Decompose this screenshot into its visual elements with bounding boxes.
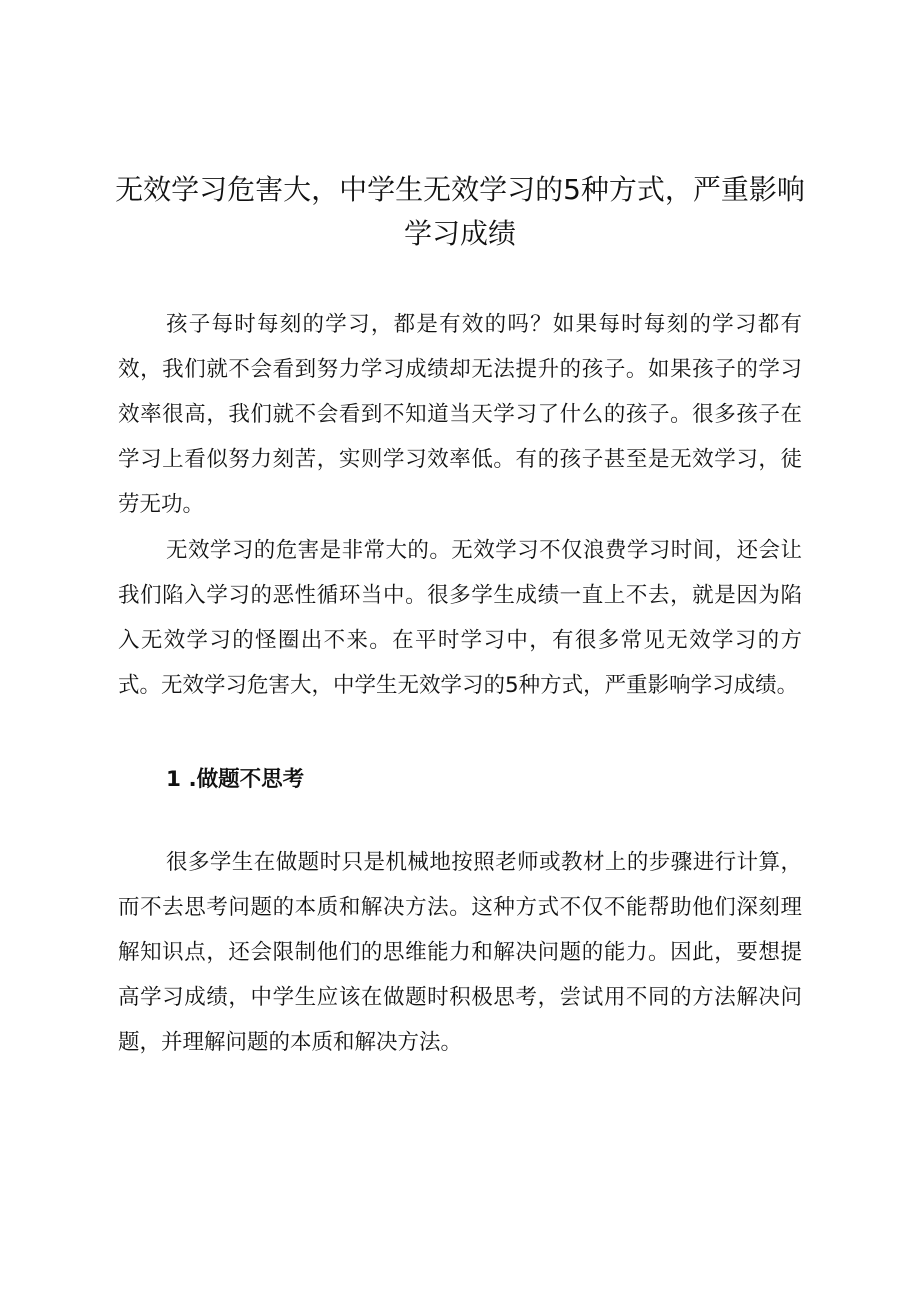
- section-body-1: 很多学生在做题时只是机械地按照老师或教材上的步骤进行计算，而不去思考问题的本质和解决方法。这种方式不仅不能帮助他们深刻理解知识点，还会限制他们的思维能力和解决问题的能力。因此，要想提高学习成绩，中学生应该在做题时积极思考，尝试用不同的方法解决问题，并理解问题的本质和解决方法。: [118, 850, 802, 1055]
- harm-paragraph: 无效学习的危害是非常大的。无效学习不仅浪费学习时间，还会让我们陷入学习的恶性循环当中。很多学生成绩一直上不去，就是因为陷入无效学习的怪圈出不来。在平时学习中，有很多常见无效学习的方式。无效学习危害大，中学生无效学习的5种方式，严重影响学习成绩。: [118, 538, 802, 698]
- section-heading-1: 1 .做题不思考: [166, 767, 305, 792]
- intro-paragraph: 孩子每时每刻的学习，都是有效的吗？如果每时每刻的学习都有效，我们就不会看到努力学习成绩却无法提升的孩子。如果孩子的学习效率很高，我们就不会看到不知道当天学习了什么的孩子。很多孩子在学习上看似努力刻苦，实则学习效率低。有的孩子甚至是无效学习，徒劳无功。: [118, 312, 802, 517]
- document-title: 无效学习危害大，中学生无效学习的5种方式，严重影响学习成绩: [115, 173, 805, 250]
